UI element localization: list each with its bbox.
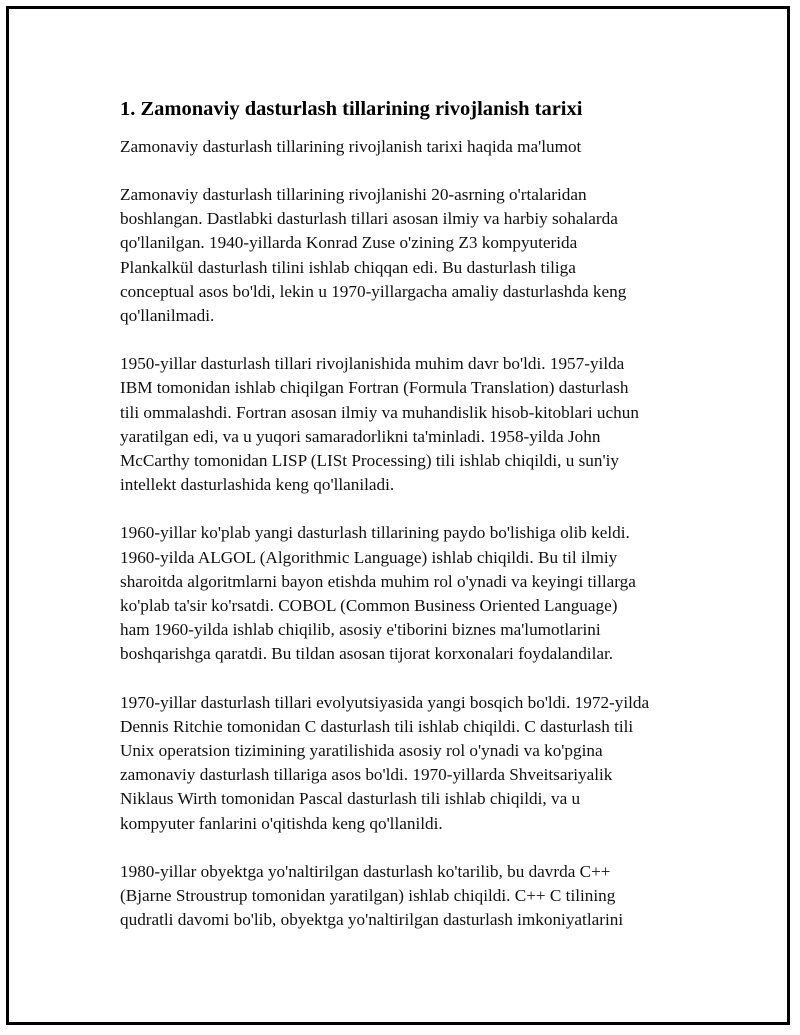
paragraph-line: qo'llanilgan. 1940-yillarda Konrad Zuse o'zining Z3 kompyuterida [120, 233, 578, 253]
paragraph-line: kompyuter fanlarini o'qitishda keng qo'llanildi. [120, 813, 443, 833]
document-content [120, 95, 700, 932]
paragraph-line: boshqarishga qaratdi. Bu tildan asosan tijorat korxonalari foydalandilar. [120, 644, 614, 664]
paragraph-line: qudratli davomi bo'lib, obyektga yo'naltirilgan dasturlash imkoniyatlarini [120, 910, 624, 930]
paragraph-3 [120, 521, 700, 666]
paragraph-line: McCarthy tomonidan LISP (LISt Processing) tili ishlab chiqildi, u sun'iy [120, 451, 619, 471]
paragraph-line: conceptual asos bo'ldi, lekin u 1970-yillargacha amaliy dasturlashda keng [120, 281, 627, 301]
paragraph-line: (Bjarne Stroustrup tomonidan yaratilgan) ishlab chiqildi. C++ C tilining [120, 886, 616, 906]
paragraph-line: ham 1960-yilda ishlab chiqilib, asosiy e'tiborini biznes ma'lumotlarini [120, 620, 601, 640]
paragraph-line: zamonaviy dasturlash tillariga asos bo'ldi. 1970-yillarda Shveitsariyalik [120, 765, 613, 785]
paragraph-line: Dennis Ritchie tomonidan C dasturlash tili ishlab chiqildi. C dasturlash tili [120, 716, 634, 736]
paragraph-line: yaratilgan edi, va u yuqori samaradorlikni ta'minladi. 1958-yilda John [120, 426, 601, 446]
paragraph-5 [120, 860, 700, 933]
paragraph-line: ko'plab ta'sir ko'rsatdi. COBOL (Common Business Oriented Language) [120, 596, 618, 616]
paragraph-line: 1960-yillar ko'plab yangi dasturlash tillarining paydo bo'lishiga olib keldi. [120, 523, 630, 543]
paragraph-line: Zamonaviy dasturlash tillarining rivojlanishi 20-asrning o'rtalaridan [120, 185, 587, 204]
page-title: 1. Zamonaviy dasturlash tillarining rivojlanish tarixi [120, 98, 583, 120]
paragraph-4 [120, 691, 700, 836]
paragraph-line: sharoitda algoritmlarni bayon etishda muhim rol o'ynadi va keyingi tillarga [120, 571, 636, 591]
paragraph-line: tili ommalashdi. Fortran asosan ilmiy va muhandislik hisob-kitoblari uchun [120, 402, 639, 422]
paragraph-line: intellekt dasturlashida keng qo'llaniladi. [120, 475, 395, 495]
page-subtitle: Zamonaviy dasturlash tillarining rivojlanish tarixi haqida ma'lumot [120, 137, 582, 156]
paragraph-line: 1960-yilda ALGOL (Algorithmic Language) ishlab chiqildi. Bu til ilmiy [120, 547, 618, 567]
paragraph-line: IBM tomonidan ishlab chiqilgan Fortran (Formula Translation) dasturlash [120, 378, 629, 398]
paragraph-1 [120, 183, 700, 328]
paragraph-line: 1950-yillar dasturlash tillari rivojlanishida muhim davr bo'ldi. 1957-yilda [120, 354, 625, 374]
paragraph-2 [120, 352, 700, 497]
paragraph-line: 1980-yillar obyektga yo'naltirilgan dasturlash ko'tarilib, bu davrda C++ [120, 861, 611, 881]
paragraph-line: qo'llanilmadi. [120, 306, 215, 326]
paragraph-line: boshlangan. Dastlabki dasturlash tillari asosan ilmiy va harbiy sohalarda [120, 209, 618, 229]
page-frame [6, 6, 790, 1025]
paragraph-line: Plankalkül dasturlash tilini ishlab chiqqan edi. Bu dasturlash tiliga [120, 257, 576, 277]
paragraph-line: 1970-yillar dasturlash tillari evolyutsiyasida yangi bosqich bo'ldi. 1972-yilda [120, 692, 650, 712]
paragraph-line: Niklaus Wirth tomonidan Pascal dasturlash tili ishlab chiqildi, va u [120, 789, 581, 809]
paragraph-line: Unix operatsion tizimining yaratilishida asosiy rol o'ynadi va ko'pgina [120, 741, 603, 761]
paragraphs [120, 183, 700, 932]
